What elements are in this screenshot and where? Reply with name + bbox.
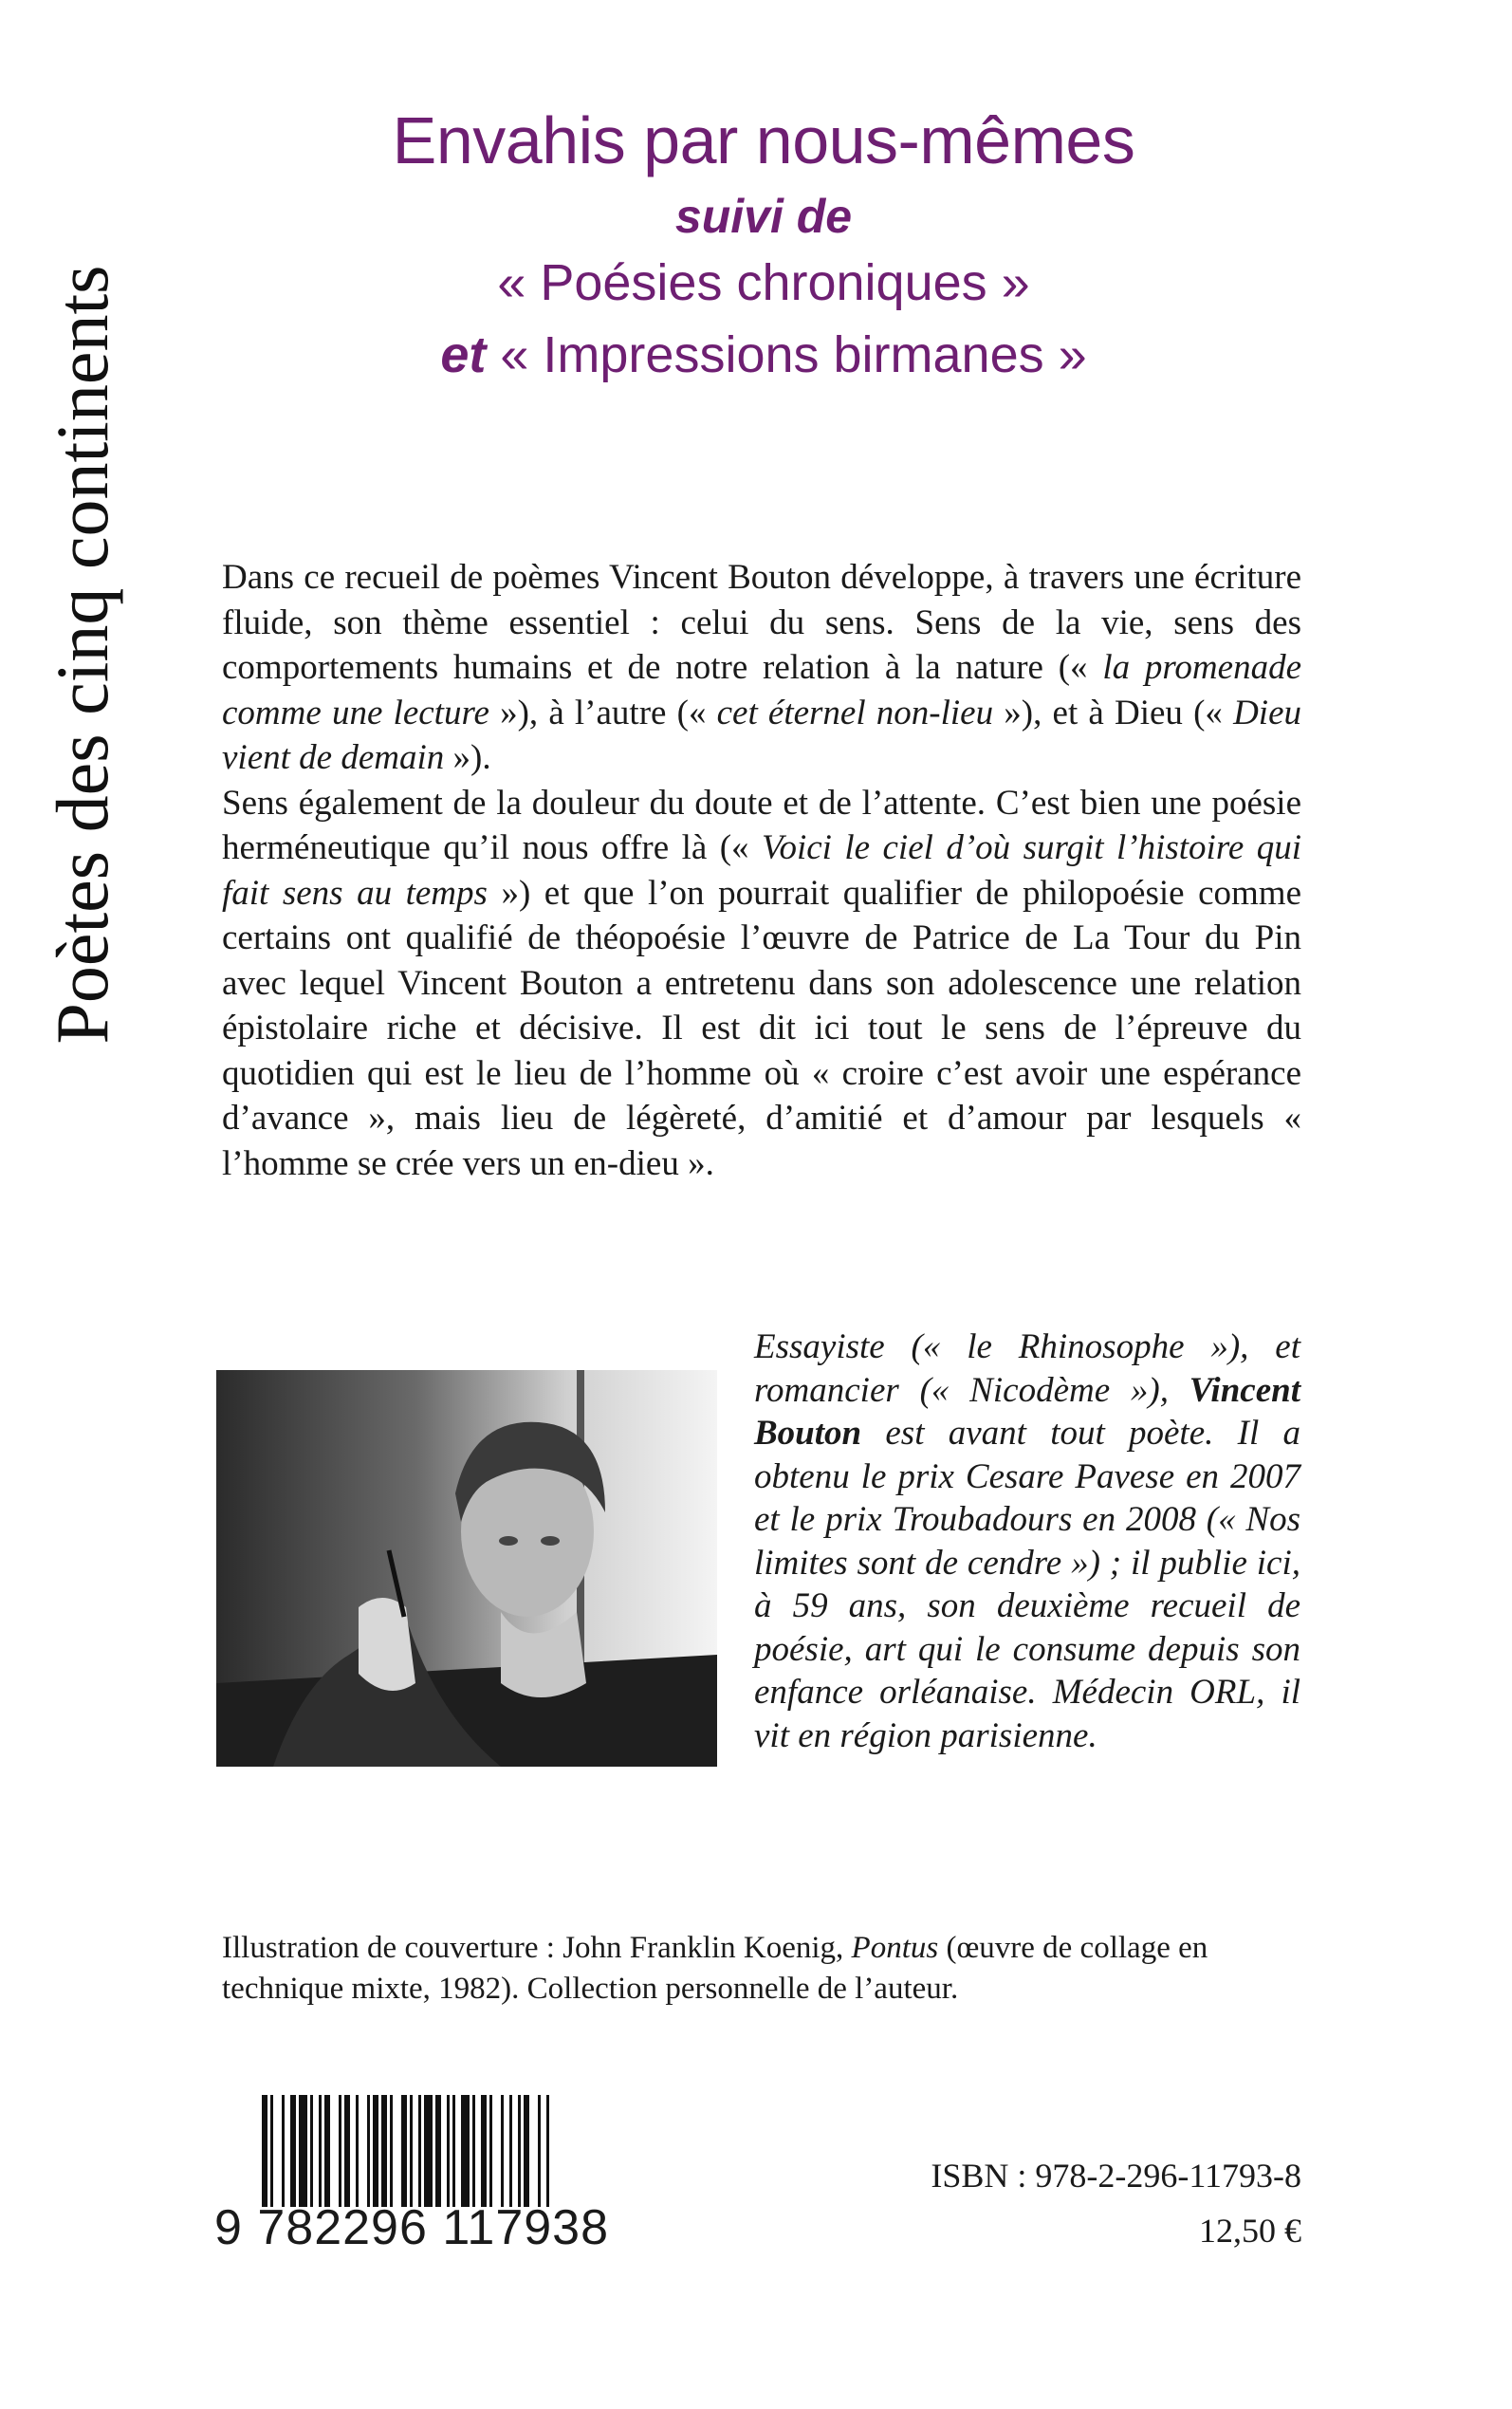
price: 12,50 € (1199, 2212, 1301, 2250)
barcode-bar (356, 2095, 359, 2207)
barcode-digits: 9 782296 117938 (214, 2200, 609, 2255)
barcode-bar (447, 2095, 450, 2207)
subtitle-poesies: « Poésies chroniques » (497, 254, 1030, 311)
barcode-bar (401, 2095, 407, 2207)
barcode-bar (518, 2095, 521, 2207)
author-name: Vincent Bouton (754, 1370, 1300, 1453)
barcode-bar (344, 2095, 350, 2207)
subtitle-impressions-text: « Impressions birmanes » (486, 326, 1087, 383)
barcode-bar (270, 2095, 273, 2207)
author-portrait-illustration (216, 1370, 717, 1767)
barcode-bar (435, 2095, 441, 2207)
barcode-bar (501, 2095, 504, 2207)
book-title: Envahis par nous-mêmes (392, 103, 1135, 177)
suivi-de: suivi de (674, 190, 853, 243)
barcode-bar (472, 2095, 475, 2207)
barcode-bar (381, 2095, 387, 2207)
barcode-bars (262, 2095, 634, 2207)
barcode-bar (461, 2095, 470, 2207)
barcode-bar (481, 2095, 487, 2207)
et-word: et (440, 326, 487, 383)
barcode-bar (418, 2095, 421, 2207)
series-name-vertical (30, 190, 135, 1120)
summary-paragraph-2: Sens également de la douleur du doute et de l’attente. C’est bien une poésie herméneutique qu’il nous offre là (« Voici le ciel d’où surgit l’histoire qui fait sens au temps ») et que l’on pourrait qualifier de philopoésie comme certains ont qualifié de théopoésie l’œuvre de Patrice de La Tour du Pin avec lequel Vincent Bouton a entretenu dans son adolescence une relation épistolaire riche et décisive. Il est dit ici tout le sens de l’épreuve du quotidien qui est le lieu de l’homme où « croire c’est avoir une espérance d’avance », mais lieu de légèreté, d’amitié et d’amour par lesquels « l’homme se crée vers un en-dieu ». (222, 783, 1301, 1183)
barcode-bar (373, 2095, 378, 2207)
barcode-bar (390, 2095, 393, 2207)
barcode-bar (410, 2095, 413, 2207)
author-bio: Essayiste (« le Rhinosophe »), et romancier (« Nicodème »), Vincent Bouton est avant tout poète. Il a obtenu le prix Cesare Pavese en 2007 et le prix Troubadours en 2008 (« Nos limites sont de cendre ») ; il publie ici, à 59 ans, son deuxième recueil de poésie, art qui le consume depuis son enfance orléanaise. Médecin ORL, il vit en région parisienne. (754, 1327, 1300, 1755)
cover-credit: Illustration de couverture : John Franklin Koenig, Pontus (œuvre de collage en technique mixte, 1982). Collection personnelle de l’auteur. (222, 1931, 1208, 2006)
barcode-bar (262, 2095, 267, 2207)
barcode-bar (509, 2095, 512, 2207)
subtitle-impressions (218, 319, 1309, 391)
barcode-bar (324, 2095, 330, 2207)
barcode-bar (424, 2095, 433, 2207)
barcode-bar (319, 2095, 322, 2207)
barcode-bar (546, 2095, 549, 2207)
barcode-bar (310, 2095, 313, 2207)
summary-paragraph-1: Dans ce recueil de poèmes Vincent Bouton développe, à travers une écriture fluide, son thème essentiel : celui du sens. Sens de la vie, sens des comportements humains et de notre relation à la nature (« la promenade comme une lecture »), à l’autre (« cet éternel non-lieu »), et à Dieu (« Dieu vient de demain »). (222, 558, 1301, 777)
barcode-bar (489, 2095, 492, 2207)
barcode-bar (282, 2095, 285, 2207)
barcode-bar (538, 2095, 541, 2207)
barcode-bar (452, 2095, 455, 2207)
summary-text (222, 555, 1301, 1186)
author-photo (216, 1370, 717, 1767)
artwork-title: Pontus (851, 1931, 939, 1965)
title-block (218, 102, 1309, 391)
series-name: Poètes des cinq continents (41, 265, 123, 1045)
barcode-bar (524, 2095, 529, 2207)
barcode-bar (290, 2095, 296, 2207)
barcode-bar (299, 2095, 307, 2207)
barcode-bar (339, 2095, 341, 2207)
isbn: ISBN : 978-2-296-11793-8 (931, 2157, 1301, 2195)
barcode-bar (367, 2095, 370, 2207)
barcode (214, 2095, 643, 2255)
